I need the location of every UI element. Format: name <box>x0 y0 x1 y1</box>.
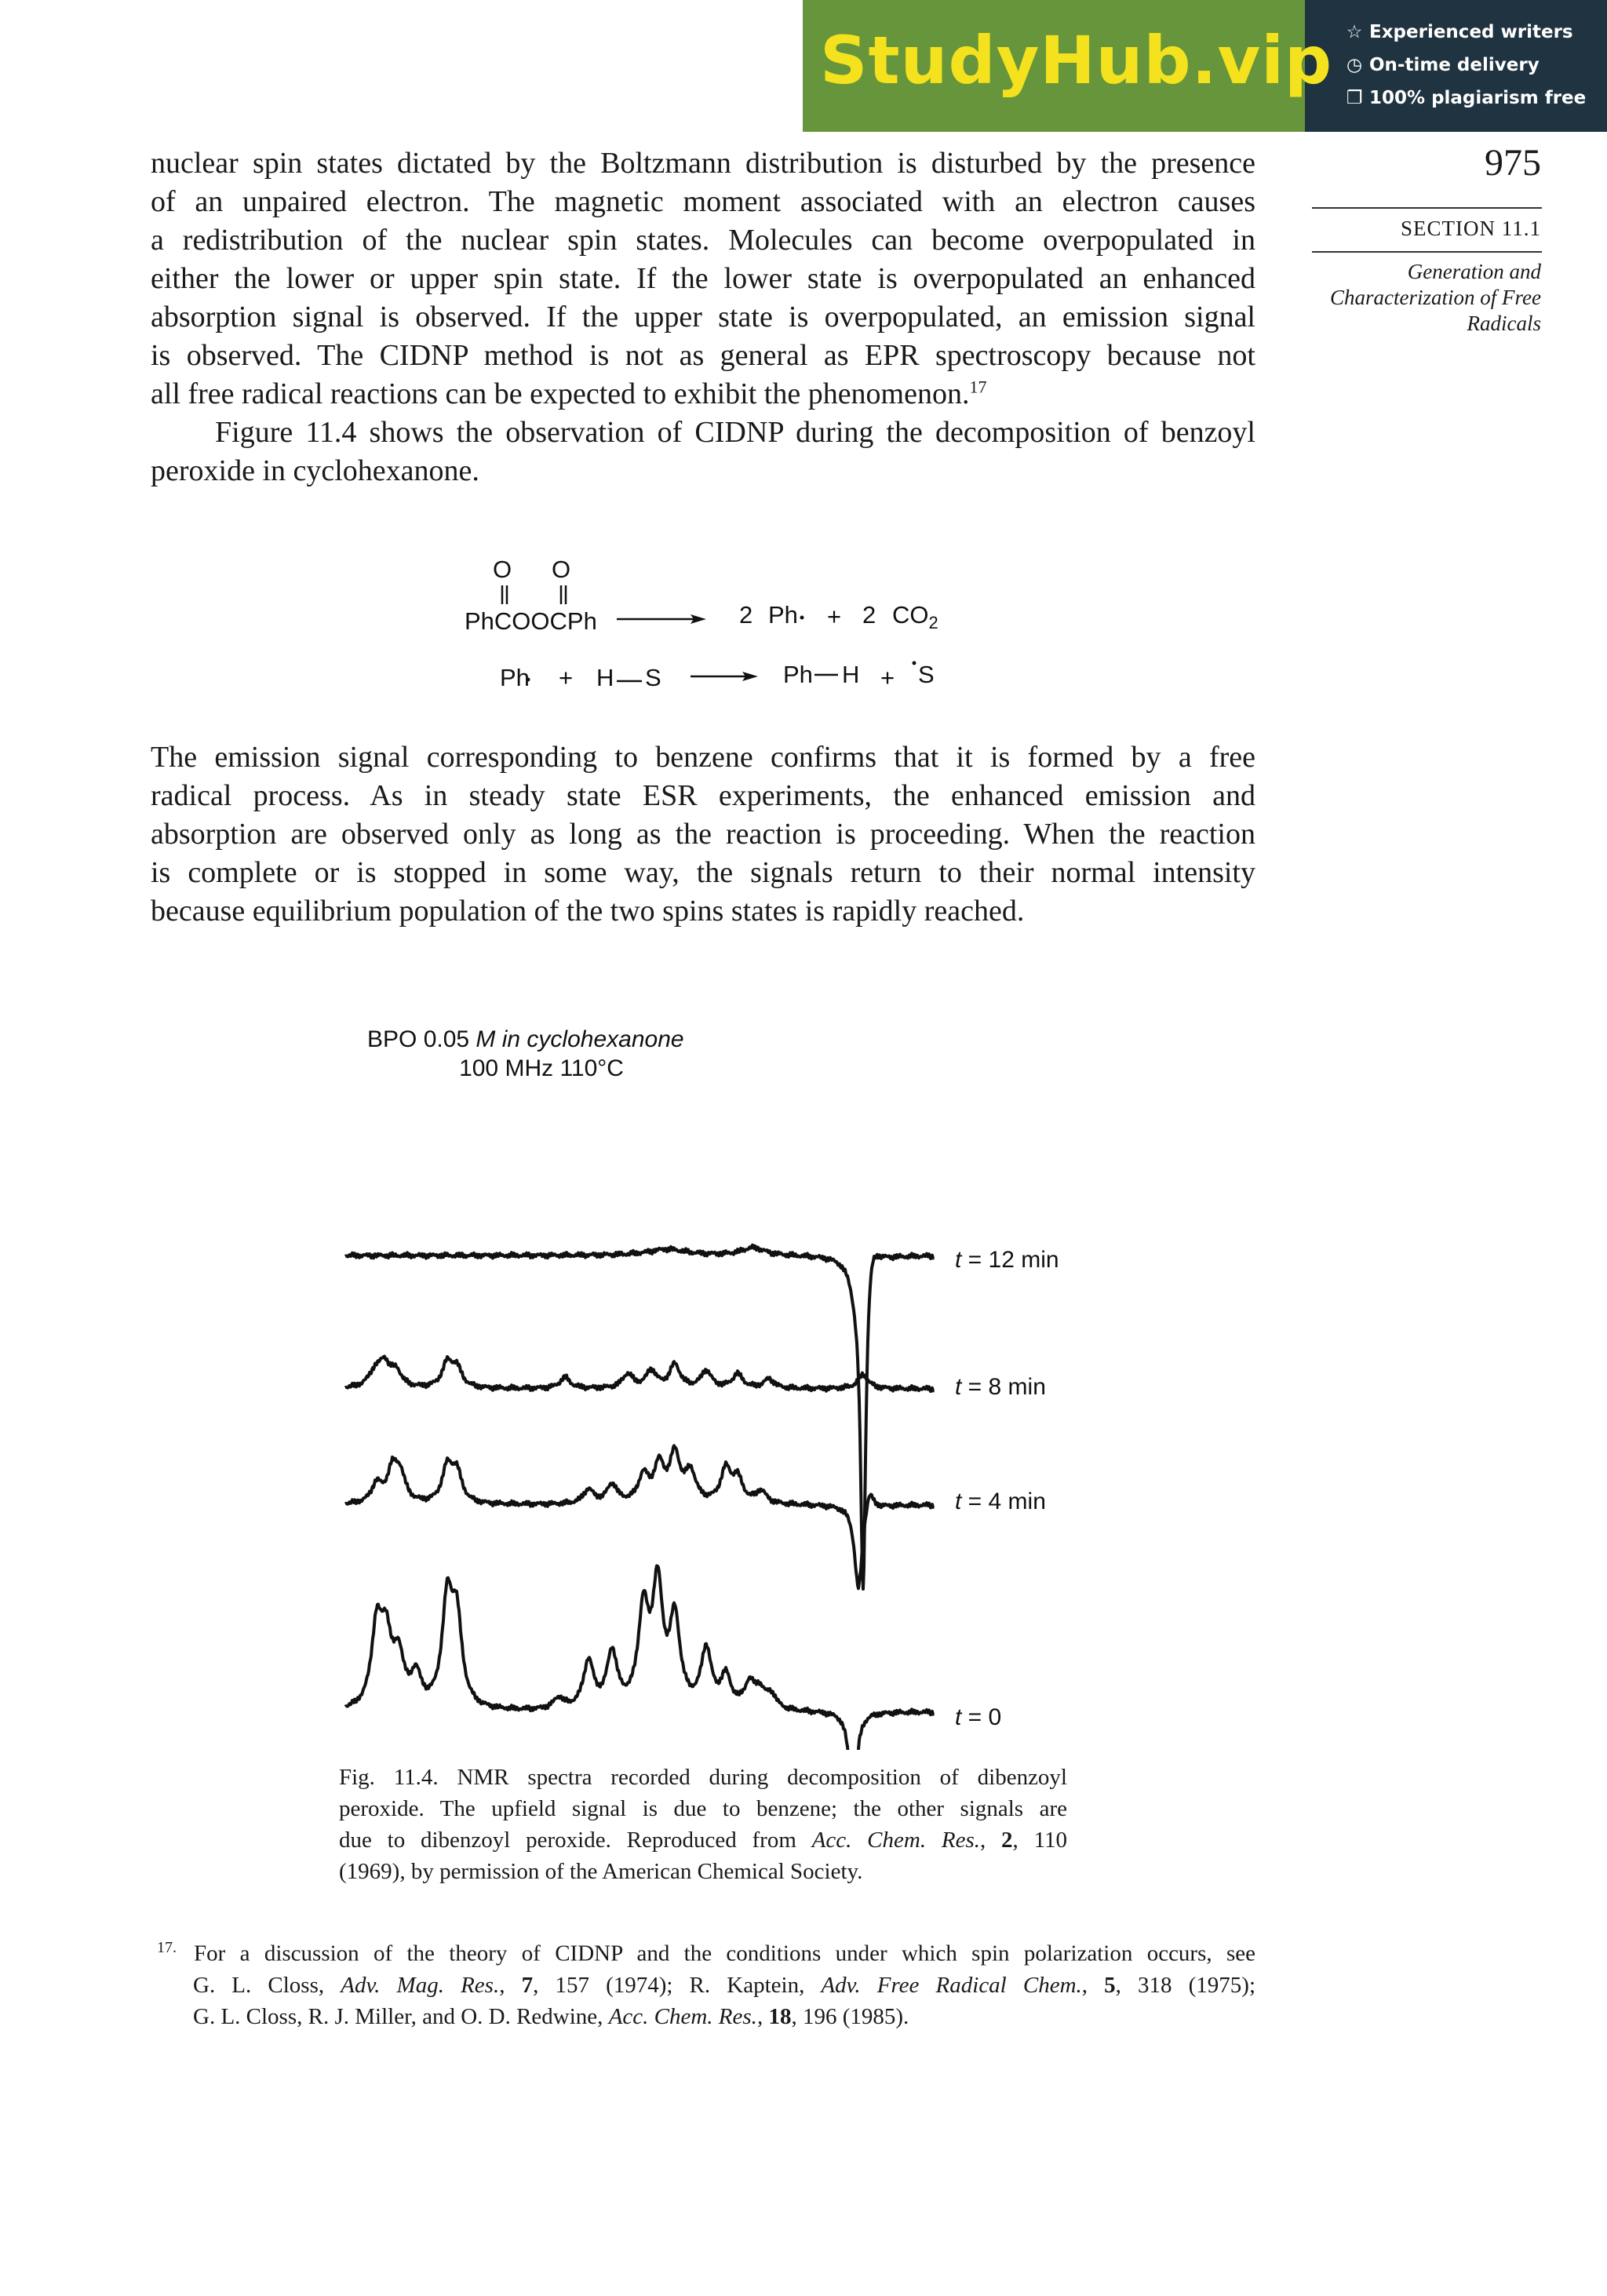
paragraph-2: Figure 11.4 shows the observation of CIDNP during the decomposition of benzoyl peroxide in cyclohexanone. <box>151 416 1255 487</box>
trace-8min-label: t = 8 min <box>955 1374 1046 1400</box>
side-title: Generation and Characterization of Free Radicals <box>1330 260 1541 335</box>
nmr-spectra-figure <box>330 997 1083 1750</box>
banner-feature-1: ☆ Experienced writers <box>1344 22 1573 42</box>
banner-feature-2: ◷ On-time delivery <box>1344 55 1540 75</box>
trace-8min <box>345 1357 934 1392</box>
page-number: 975 <box>1485 142 1541 184</box>
banner-feature-3: ❐ 100% plagiarism free <box>1344 88 1586 108</box>
figure-label-line2: 100 MHz 110°C <box>459 1055 624 1081</box>
trace-0 <box>345 1566 934 1751</box>
copy-icon: ❐ <box>1346 88 1363 108</box>
section-label: SECTION 11.1 <box>1401 217 1541 240</box>
trace-4min <box>345 1445 934 1588</box>
banner-logo[interactable]: StudyHub.vip <box>820 22 1333 99</box>
trace-12min <box>345 1245 934 1589</box>
star-icon: ☆ <box>1346 22 1363 42</box>
paragraph-1: nuclear spin states dictated by the Boltzmann distribution is disturbed by the presence of an unpaired electron. The magnetic moment associated with an electron causes a redistribution of the nuclear spin states. Molecules can become overpopulated in either the lower or upper spin state. If the lower state is overpopulated an enhanced absorption signal is observed. If the upper state is overpopulated, an emission signal is observed. The CIDNP method is not as general as EPR spectroscopy because not all free radical reactions can be expected to exhibit the phenomenon.$^{17}$ <box>151 147 1255 410</box>
trace-12min-label: t = 12 min <box>955 1247 1059 1273</box>
clock-icon: ◷ <box>1346 55 1363 75</box>
footnote-ref[interactable]: 17 <box>969 377 987 397</box>
figure-label-line1: BPO 0.05 M in cyclohexanone <box>367 1026 684 1052</box>
footnote-17: $^{17.}$ For a discussion of the theory of CIDNP and the conditions under which spin polarization occurs, see G. L. Closs, Adv. Mag. Res., 7, 157 (1974); R. Kaptein, Adv. Free Radical Chem., 5, 318 (1975); G. L. Closs, R. J. Miller, and O. D. Redwine, Acc. Chem. Res., 18, 196 (1985). <box>157 1939 1256 2029</box>
figure-caption: Fig. 11.4. NMR spectra recorded during decomposition of dibenzoyl peroxide. The upfield signal is due to benzene; the other signals are due to dibenzoyl peroxide. Reproduced from Acc. Chem. Res., 2, 110 (1969), by permission of the American Chemical Society. <box>339 1765 1068 1884</box>
scheme-bonds <box>0 0 1607 706</box>
trace-4min-label: t = 4 min <box>955 1489 1046 1514</box>
trace-0-label: t = 0 <box>955 1704 1002 1730</box>
paragraph-3: The emission signal corresponding to benzene confirms that it is formed by a free radical process. As in steady state ESR experiments, the enhanced emission and absorption are observed only as long as the reaction is proceeding. When the reaction is complete or is stopped in some way, the signals return to their normal intensity because equilibrium population of the two spins states is rapidly reached. <box>151 741 1255 928</box>
